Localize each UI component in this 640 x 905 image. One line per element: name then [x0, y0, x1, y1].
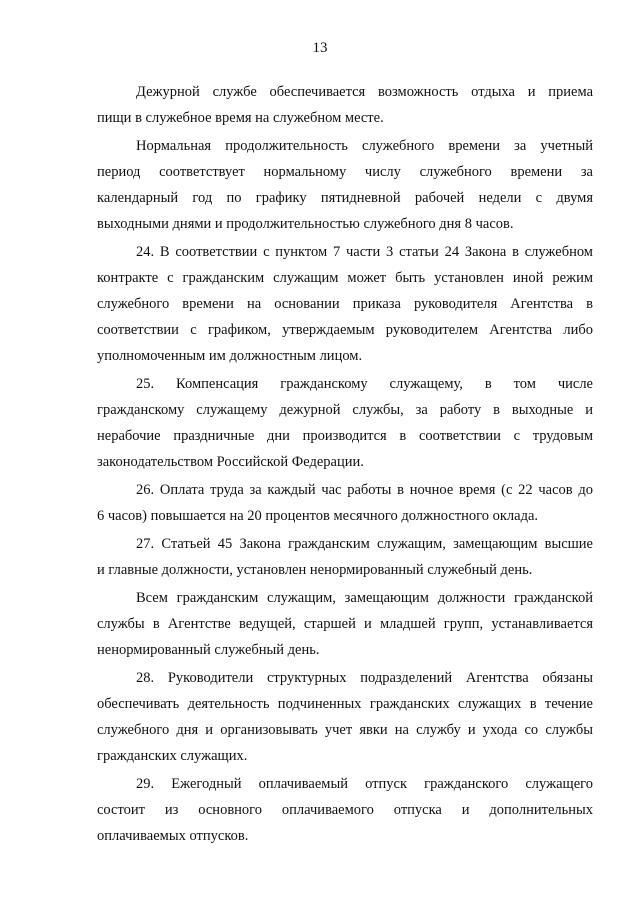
- text-line: соответствии с графиком, утверждаемым руководителем Агентства либо: [97, 322, 593, 338]
- text-line: календарный год по графику пятидневной рабочей недели с двумя: [97, 190, 593, 206]
- paragraph: [97, 477, 593, 529]
- paragraph: [97, 665, 593, 769]
- text-line: обеспечивать деятельность подчиненных гражданских служащих в течение: [97, 696, 593, 712]
- text-line: законодательством Российской Федерации.: [97, 454, 364, 470]
- text-line: ненормированный служебный день.: [97, 642, 320, 658]
- paragraph: [97, 771, 593, 849]
- text-line: состоит из основного оплачиваемого отпуска и дополнительных: [97, 802, 593, 818]
- text-line: Нормальная продолжительность служебного времени за учетный: [136, 138, 593, 154]
- text-line: выходными днями и продолжительностью служебного дня 8 часов.: [97, 216, 514, 232]
- paragraph: [97, 133, 593, 237]
- text-line: пищи в служебное время на служебном месте.: [97, 110, 384, 126]
- text-line: 26. Оплата труда за каждый час работы в ночное время (с 22 часов до: [136, 482, 593, 498]
- text-line: служебного времени на основании приказа руководителя Агентства в: [97, 296, 593, 312]
- paragraph: [97, 79, 593, 131]
- text-line: 25. Компенсация гражданскому служащему, в том числе: [136, 376, 593, 392]
- text-line: контракте с гражданским служащим может быть установлен иной режим: [97, 270, 593, 286]
- paragraph: [97, 585, 593, 663]
- paragraph: [97, 531, 593, 583]
- text-line: 6 часов) повышается на 20 процентов месячного должностного оклада.: [97, 508, 539, 524]
- document-body: [97, 79, 593, 851]
- page-number: 13: [312, 40, 328, 56]
- text-line: служебного дня и организовывать учет явки на службу и ухода со службы: [97, 722, 593, 738]
- paragraph: [97, 239, 593, 369]
- text-line: оплачиваемых отпусков.: [97, 828, 249, 844]
- paragraph: [97, 371, 593, 475]
- text-line: Дежурной службе обеспечивается возможность отдыха и приема: [136, 84, 593, 100]
- text-line: период соответствует нормальному числу служебного времени за: [97, 164, 593, 180]
- text-line: гражданскому служащему дежурной службы, за работу в выходные и: [97, 402, 593, 418]
- text-line: 24. В соответствии с пунктом 7 части 3 статьи 24 Закона в служебном: [136, 244, 593, 260]
- text-line: службы в Агентстве ведущей, старшей и младшей групп, устанавливается: [97, 616, 593, 632]
- text-line: уполномоченным им должностным лицом.: [97, 348, 363, 364]
- text-line: 28. Руководители структурных подразделений Агентства обязаны: [136, 670, 593, 686]
- text-line: нерабочие праздничные дни производится в соответствии с трудовым: [97, 428, 593, 444]
- text-line: и главные должности, установлен ненормированный служебный день.: [97, 562, 533, 578]
- text-line: 27. Статьей 45 Закона гражданским служащим, замещающим высшие: [136, 536, 593, 552]
- text-line: гражданских служащих.: [97, 748, 248, 764]
- text-line: Всем гражданским служащим, замещающим должности гражданской: [136, 590, 593, 606]
- text-line: 29. Ежегодный оплачиваемый отпуск гражданского служащего: [136, 776, 593, 792]
